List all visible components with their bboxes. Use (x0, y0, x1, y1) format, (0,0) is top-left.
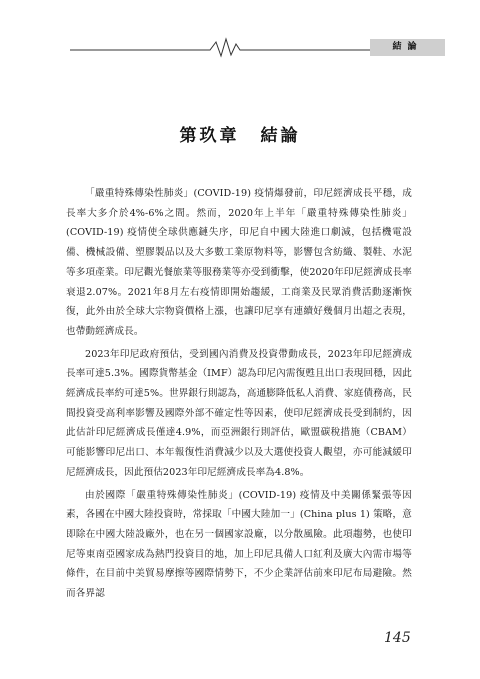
paragraph: 「嚴重特殊傳染性肺炎」(COVID-19) 疫情爆發前，印尼經濟成長平穩，成長率大多介於4%-6%之間。然而，2020年上半年「嚴重特殊傳染性肺炎」(COVID-19) 疫情使全球供應鏈失序，印尼自中國大陸進口劇減，包括機電設備、機械設備、塑膠製品以及大多數工業原物料等，影響包含紡織、製鞋、水泥等多項產業。印尼觀光餐旅業等服務業等亦受到衝擊，使2020年印尼經濟成長率衰退2.07%。2021年8月左右疫情即開始趨緩，工商業及民眾消費活動逐漸恢復，此外由於全球大宗物資價格上漲，也讓印尼享有連續好幾個月出超之表現，也帶動經濟成長。 (66, 188, 412, 337)
body-text (66, 184, 412, 607)
ekg-line-decoration (70, 36, 370, 58)
paragraph: 由於國際「嚴重特殊傳染性肺炎」(COVID-19) 疫情及中美關係緊張等因素，各國在中國大陸投資時，常採取「中國大陸加一」(China plus 1) 策略，意即除在中國大陸設廠外，也在另一個國家設廠，以分散風險。此項趨勢，也使印尼等東南亞國家成為熱門投資目的地，加上印尼具備人口紅利及廣大內需市場等條件，在目前中美貿易摩擦等國際情勢下，不少企業評估前來印尼布局避險。然而各界認 (66, 489, 412, 600)
running-header (70, 36, 423, 58)
chapter-title (0, 121, 480, 146)
header-label: 結論 (370, 39, 445, 56)
chapter-number: 第玖章 (179, 126, 240, 146)
chapter-name: 結論 (260, 126, 301, 146)
paragraph: 2023年印尼政府預估，受到國內消費及投資帶動成長，2023年印尼經濟成長率可達5.3%。國際貨幣基金（IMF）認為印尼內需復甦且出口表現回穩，因此經濟成長率約可達5%。世界銀行則認為，高通膨降低私人消費、家庭債務高，民間投資受高利率影響及國際外部不確定性等因素，使印尼經濟成長受到制約，因此估計印尼經濟成長僅達4.9%，而亞洲銀行則評估，歐盟碳稅措施（CBAM）可能影響印尼出口、本年報復性消費減少以及大選使投資人觀望，亦可能減緩印尼經濟成長，因此預估2023年印尼經濟成長率為4.8%。 (66, 348, 412, 478)
page-number: 145 (384, 630, 411, 646)
